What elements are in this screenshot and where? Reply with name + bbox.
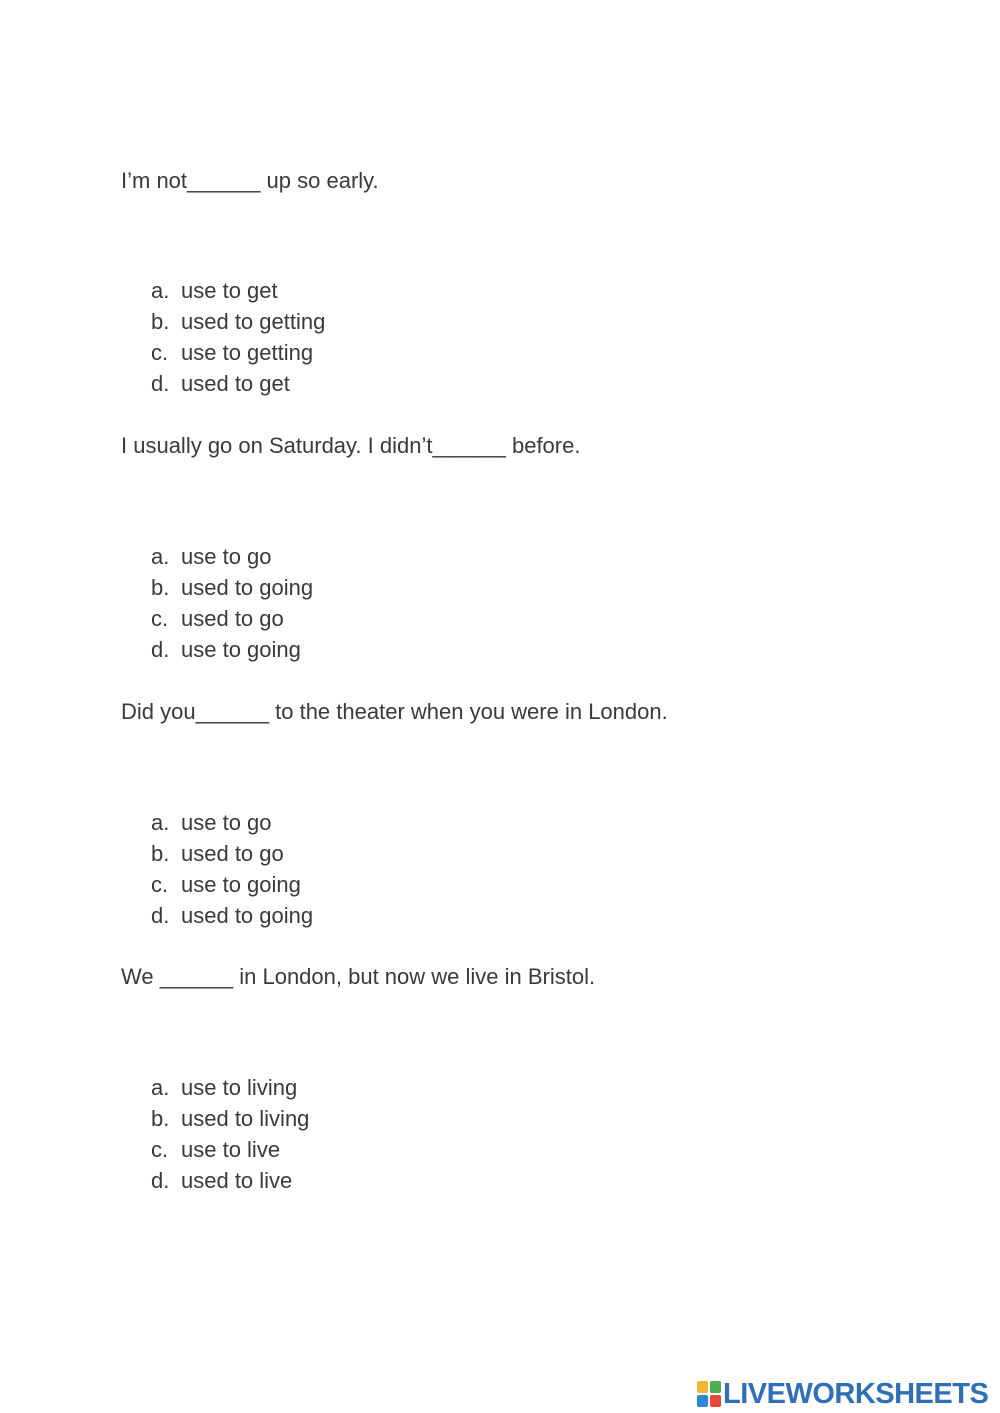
option-2c[interactable] bbox=[151, 603, 313, 634]
option-letter: b. bbox=[151, 309, 170, 334]
option-letter: d. bbox=[151, 1168, 170, 1193]
question-1-options bbox=[151, 275, 325, 399]
option-4d[interactable] bbox=[151, 1165, 309, 1196]
option-3a[interactable] bbox=[151, 807, 313, 838]
option-2b[interactable] bbox=[151, 572, 313, 603]
option-3b[interactable] bbox=[151, 838, 313, 869]
question-4-text: We ______ in London, but now we live in Bristol. bbox=[121, 964, 596, 989]
option-letter: d. bbox=[151, 903, 170, 928]
option-text: used to live bbox=[181, 1168, 293, 1193]
option-1c[interactable] bbox=[151, 337, 325, 368]
option-text: use to get bbox=[181, 278, 278, 303]
option-3c[interactable] bbox=[151, 869, 313, 900]
option-4b[interactable] bbox=[151, 1103, 309, 1134]
option-letter: c. bbox=[151, 1137, 169, 1162]
option-text: use to live bbox=[181, 1137, 281, 1162]
question-1-text: I’m not______ up so early. bbox=[121, 168, 379, 193]
option-letter: c. bbox=[151, 606, 169, 631]
option-letter: a. bbox=[151, 810, 170, 835]
brand-logo-text: LIVEWORKSHEETS bbox=[723, 1378, 989, 1410]
option-text: used to get bbox=[181, 371, 290, 396]
option-letter: a. bbox=[151, 278, 170, 303]
option-3d[interactable] bbox=[151, 900, 313, 931]
option-4c[interactable] bbox=[151, 1134, 309, 1165]
option-text: used to go bbox=[181, 606, 284, 631]
option-text: use to go bbox=[181, 544, 272, 569]
question-2-text: I usually go on Saturday. I didn’t______ before. bbox=[121, 433, 581, 458]
option-4a[interactable] bbox=[151, 1072, 309, 1103]
option-text: use to going bbox=[181, 872, 301, 897]
liveworksheets-logo-icon bbox=[697, 1381, 721, 1407]
option-text: used to going bbox=[181, 903, 314, 928]
option-letter: d. bbox=[151, 637, 170, 662]
question-2-options bbox=[151, 541, 313, 665]
option-text: use to getting bbox=[181, 340, 314, 365]
option-letter: d. bbox=[151, 371, 170, 396]
liveworksheets-brand bbox=[697, 1378, 988, 1410]
option-text: used to getting bbox=[181, 309, 326, 334]
option-text: used to going bbox=[181, 575, 314, 600]
option-1a[interactable] bbox=[151, 275, 325, 306]
option-text: used to go bbox=[181, 841, 284, 866]
option-letter: a. bbox=[151, 544, 170, 569]
option-letter: b. bbox=[151, 841, 170, 866]
question-3-text: Did you______ to the theater when you were in London. bbox=[121, 699, 668, 724]
option-letter: c. bbox=[151, 340, 169, 365]
option-2a[interactable] bbox=[151, 541, 313, 572]
option-letter: a. bbox=[151, 1075, 170, 1100]
option-letter: b. bbox=[151, 1106, 170, 1131]
option-text: use to go bbox=[181, 810, 272, 835]
question-3-options bbox=[151, 807, 313, 931]
option-2d[interactable] bbox=[151, 634, 313, 665]
option-text: use to living bbox=[181, 1075, 298, 1100]
option-text: use to going bbox=[181, 637, 301, 662]
option-letter: c. bbox=[151, 872, 169, 897]
option-letter: b. bbox=[151, 575, 170, 600]
question-4-options bbox=[151, 1072, 309, 1196]
option-text: used to living bbox=[181, 1106, 310, 1131]
option-1b[interactable] bbox=[151, 306, 325, 337]
option-1d[interactable] bbox=[151, 368, 325, 399]
